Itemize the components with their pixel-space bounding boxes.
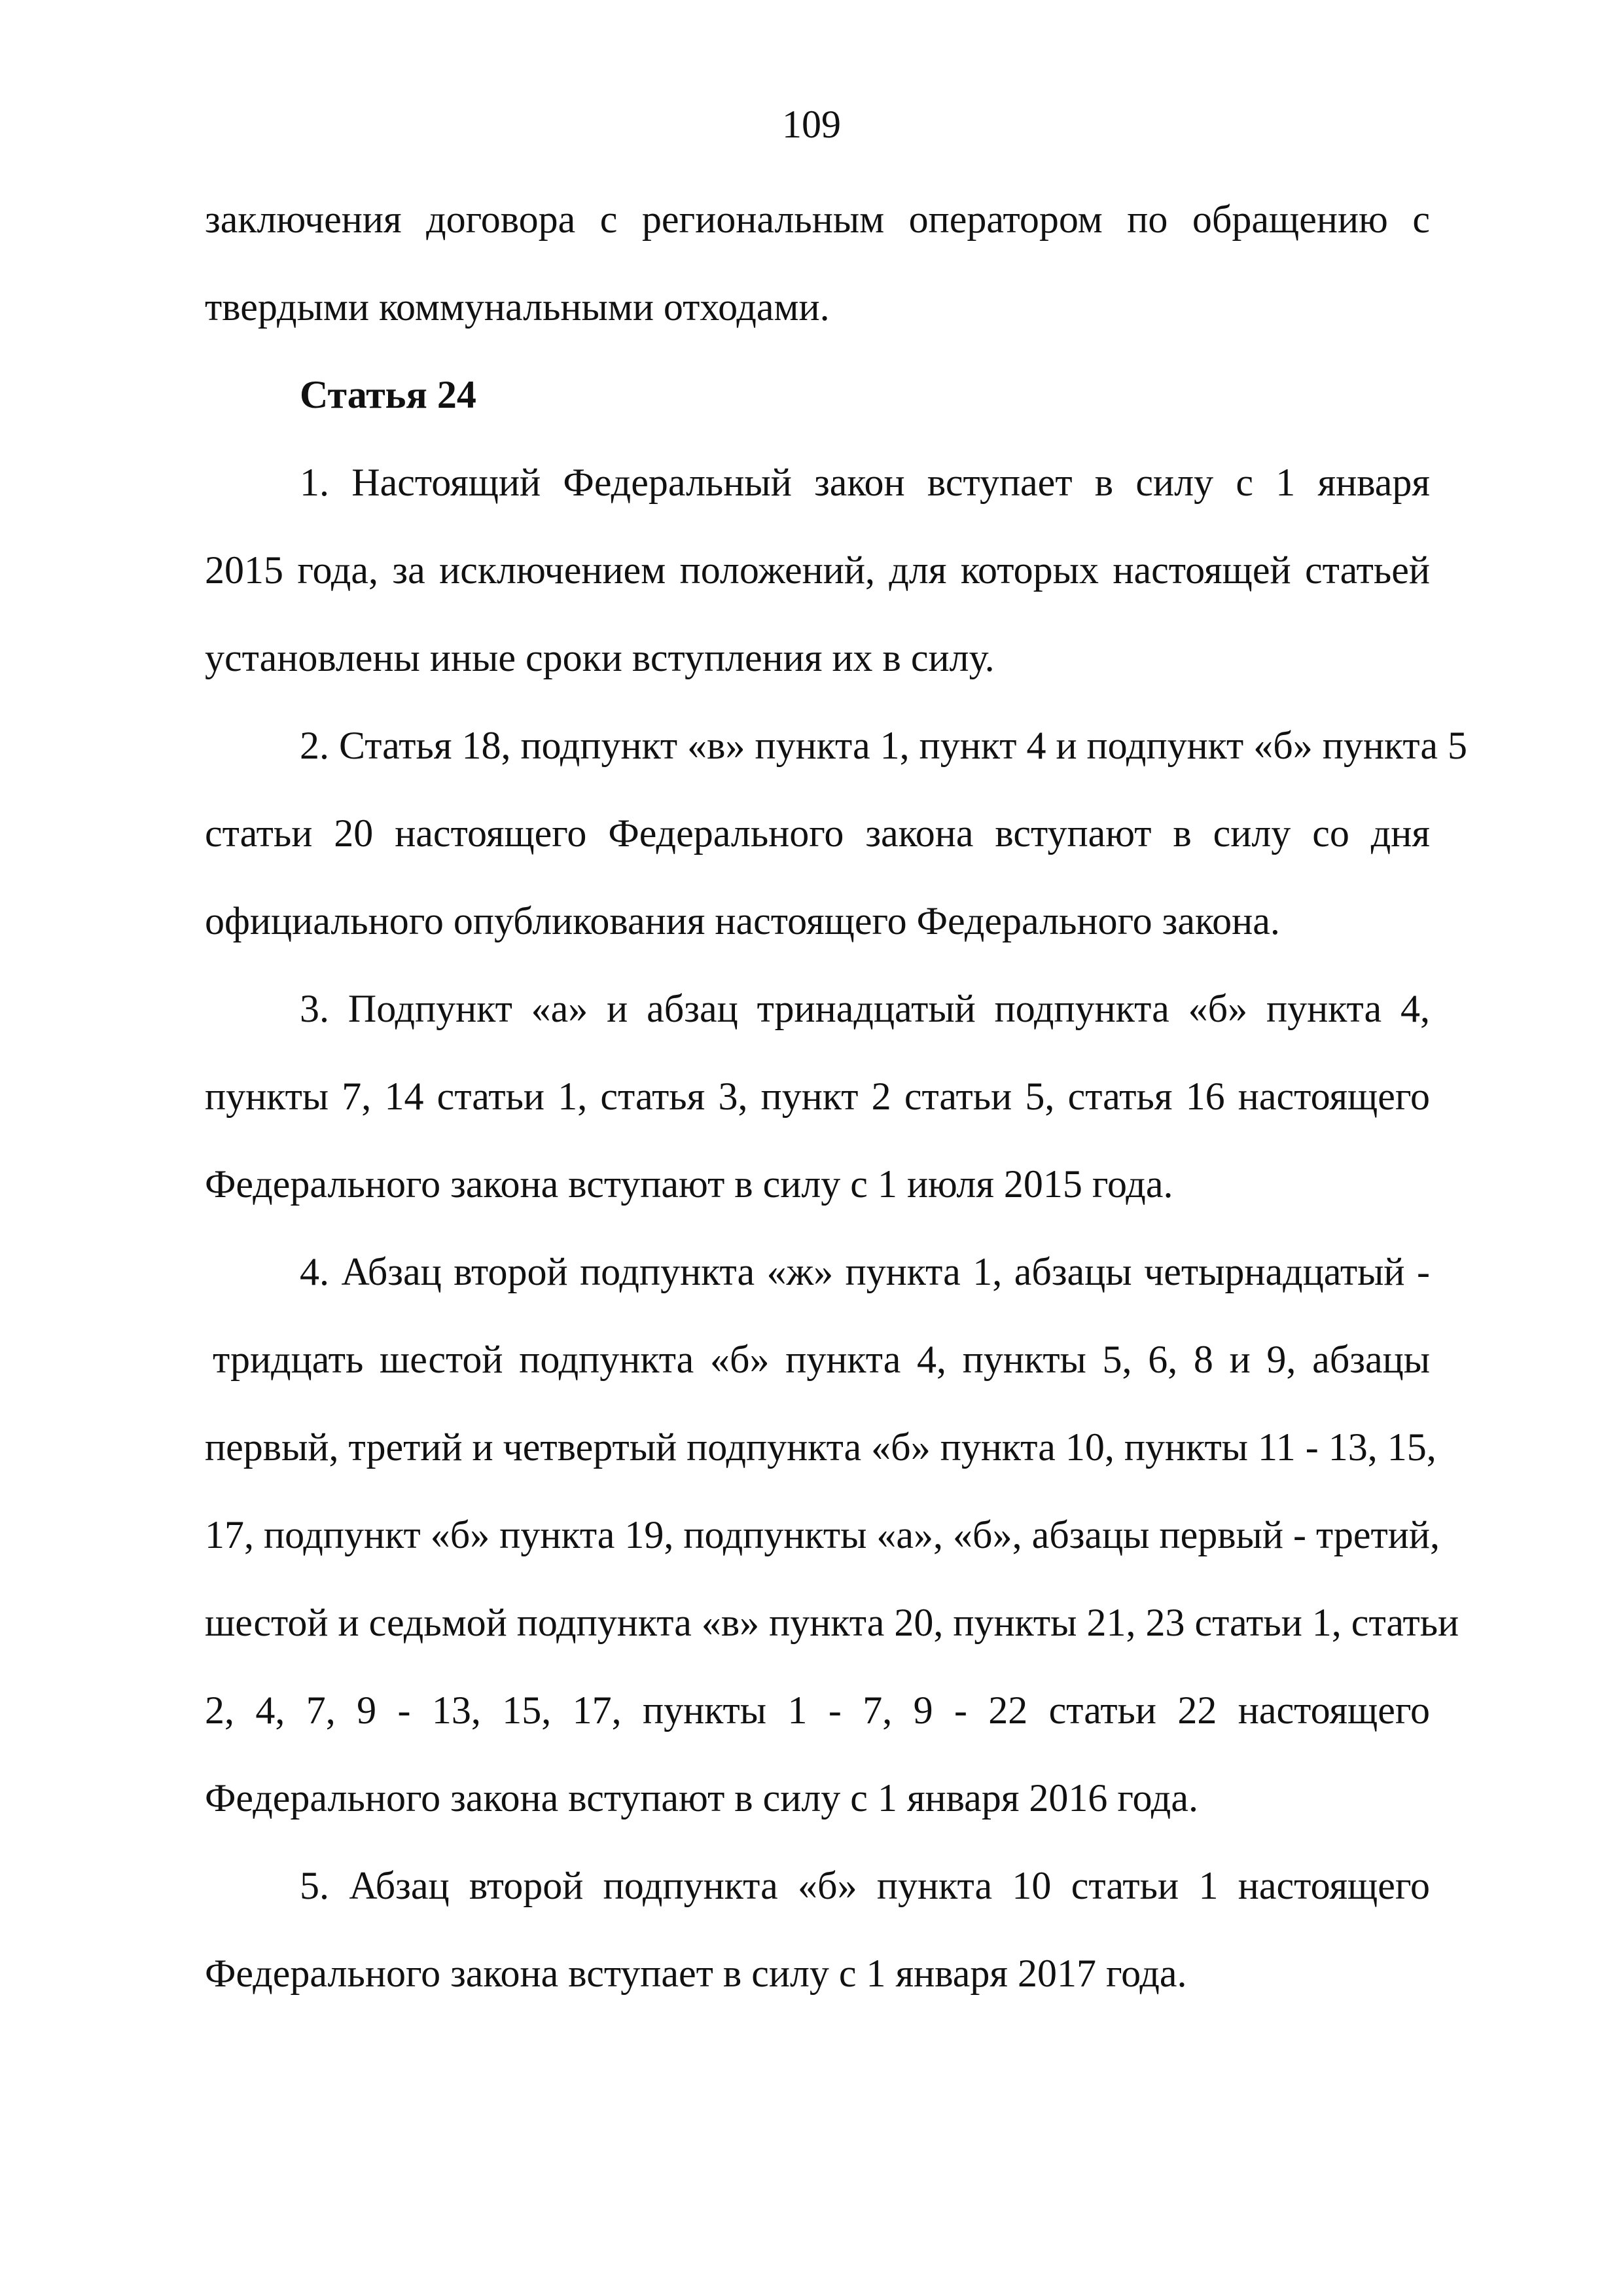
paragraph-1-line: 1. Настоящий Федеральный закон вступает в силу с 1 января [300,461,1430,504]
paragraph-4-line: 17, подпункт «б» пункта 19, подпункты «а», «б», абзацы первый - третий, [205,1513,1440,1556]
paragraph-5-line: Федерального закона вступает в силу с 1 января 2017 года. [205,1952,1187,1995]
text-line: заключения договора с региональным оператором по обращению с [205,198,1430,241]
paragraph-2-line: статьи 20 настоящего Федерального закона вступают в силу со дня [205,812,1430,855]
paragraph-1-line: установлены иные сроки вступления их в силу. [205,636,995,679]
paragraph-2-line: официального опубликования настоящего Федерального закона. [205,899,1280,942]
paragraph-2-line: 2. Статья 18, подпункт «в» пункта 1, пункт 4 и подпункт «б» пункта 5 [300,724,1467,767]
document-body [205,175,1467,2017]
paragraph-4-line: 4. Абзац второй подпункта «ж» пункта 1, абзацы четырнадцатый - [300,1250,1430,1293]
paragraph-1-line: 2015 года, за исключением положений, для которых настоящей статьей [205,548,1430,592]
paragraph-4-line: 2, 4, 7, 9 - 13, 15, 17, пункты 1 - 7, 9 - 22 статьи 22 настоящего [205,1689,1430,1732]
paragraph-3-line: пункты 7, 14 статьи 1, статья 3, пункт 2 статьи 5, статья 16 настоящего [205,1075,1430,1118]
paragraph-4-line: шестой и седьмой подпункта «в» пункта 20, пункты 21, 23 статьи 1, статьи [205,1601,1459,1644]
paragraph-3-line: Федерального закона вступают в силу с 1 июля 2015 года. [205,1162,1173,1206]
article-heading: Статья 24 [300,373,476,416]
paragraph-4-line: Федерального закона вступают в силу с 1 января 2016 года. [205,1776,1198,1820]
paragraph-3-line: 3. Подпункт «а» и абзац тринадцатый подпункта «б» пункта 4, [300,987,1430,1030]
page-number: 109 [782,103,841,146]
paragraph-4-line: тридцать шестой подпункта «б» пункта 4, пункты 5, 6, 8 и 9, абзацы [213,1338,1430,1381]
text-line: твердыми коммунальными отходами. [205,285,830,329]
paragraph-5-line: 5. Абзац второй подпункта «б» пункта 10 статьи 1 настоящего [300,1864,1430,1907]
paragraph-4-line: первый, третий и четвертый подпункта «б» пункта 10, пункты 11 - 13, 15, [205,1426,1436,1469]
